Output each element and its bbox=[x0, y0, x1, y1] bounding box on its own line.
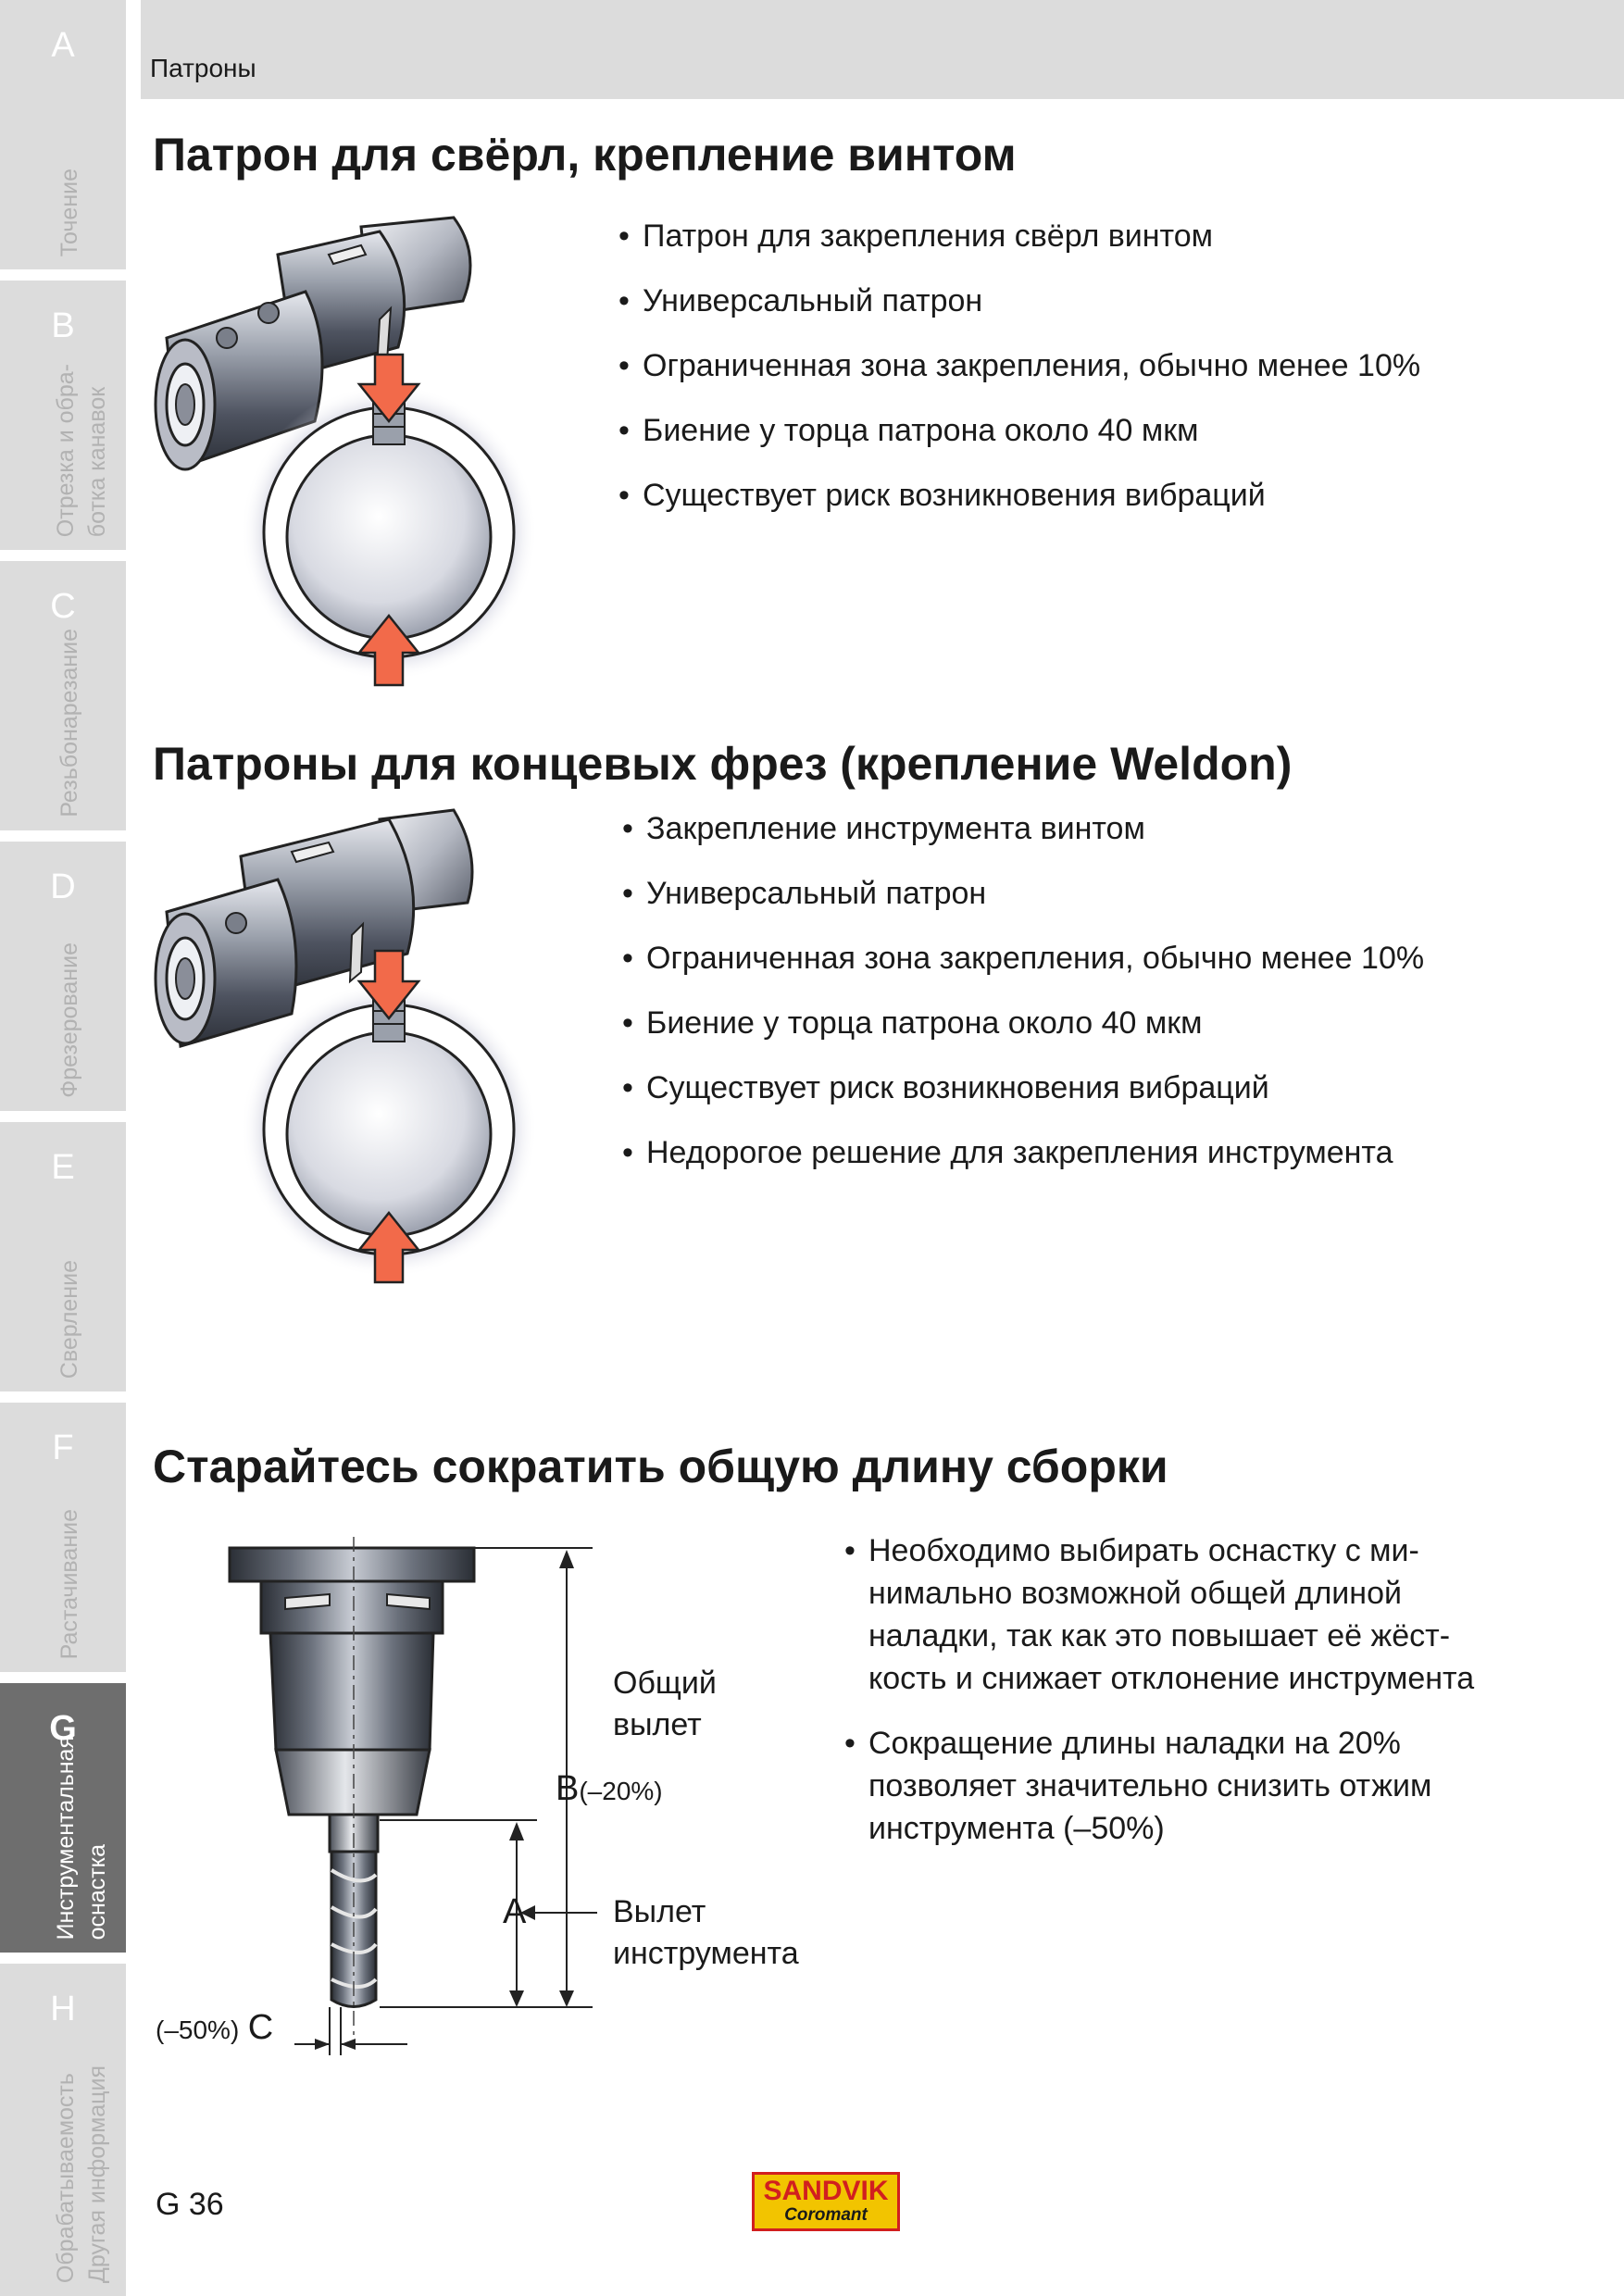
dimension-c-percent: (–50%) bbox=[156, 2015, 240, 2044]
tab-letter: G bbox=[49, 1709, 77, 1748]
bullet-item: • Патрон для закрепления свёрл винтом bbox=[618, 204, 1420, 268]
sidebar-tab-a[interactable] bbox=[0, 0, 126, 269]
logo-sub-text: Coromant bbox=[784, 2205, 868, 2225]
sidebar-tab-d[interactable] bbox=[0, 842, 126, 1111]
section-sidebar bbox=[0, 0, 126, 2296]
bullet-item: • Существует риск возникновения вибраций bbox=[622, 1055, 1424, 1120]
section-title-assembly-length: Старайтесь сократить общую длину сборки bbox=[153, 1441, 1168, 1492]
tab-label: Точение bbox=[56, 168, 82, 256]
sandvik-coromant-logo bbox=[752, 2172, 900, 2231]
tab-letter: C bbox=[50, 587, 76, 626]
bullet-item: • Универсальный патрон bbox=[618, 268, 1420, 333]
dimension-b-letter: B bbox=[556, 1769, 580, 1808]
dimension-c-label bbox=[156, 2007, 273, 2051]
tab-letter: A bbox=[51, 26, 75, 65]
bullet-item: • Закрепление инструмента винтом bbox=[622, 796, 1424, 861]
weldon-chuck-illustration bbox=[148, 801, 546, 1292]
sidebar-tab-g[interactable] bbox=[0, 1683, 126, 1953]
sidebar-tab-f[interactable] bbox=[0, 1403, 126, 1672]
tab-label: Сверление bbox=[56, 1259, 82, 1379]
tab-label: Растачивание bbox=[56, 1508, 82, 1659]
dimension-a-label: A bbox=[503, 1892, 527, 1931]
section-title-drill-chuck: Патрон для свёрл, крепление винтом bbox=[153, 129, 1017, 181]
tab-letter: D bbox=[50, 867, 76, 906]
bullet-item: • Биение у торца патрона около 40 мкм bbox=[622, 991, 1424, 1055]
tab-letter: B bbox=[51, 306, 75, 345]
header-band bbox=[141, 0, 1624, 99]
tab-label: Инструментальная оснастка bbox=[53, 1735, 110, 1940]
tab-label: Резьбонарезание bbox=[56, 629, 82, 817]
tab-label: Отрезка и обра- ботка канавок bbox=[53, 363, 110, 537]
sidebar-tab-h[interactable] bbox=[0, 1964, 126, 2296]
logo-main-text: SANDVIK bbox=[763, 2176, 889, 2206]
tab-letter: F bbox=[52, 1429, 74, 1467]
header-title: Патроны bbox=[150, 54, 256, 82]
bullet-item: • Необходимо выбирать оснастку с ми-нимально возможной общей длиной наладки, так как это повышает её жёст-кость и снижает отклонение инструмента bbox=[844, 1529, 1511, 1700]
bullet-item: • Ограниченная зона закрепления, обычно менее 10% bbox=[618, 333, 1420, 398]
tab-label: Фрезерование bbox=[56, 942, 82, 1098]
tab-letter: E bbox=[51, 1148, 75, 1187]
tool-overhang-label: Вылет инструмента bbox=[613, 1894, 799, 1971]
dimension-b-percent: (–20%) bbox=[579, 1777, 663, 1805]
sidebar-tab-e[interactable] bbox=[0, 1122, 126, 1391]
section-bullets-assembly-length bbox=[844, 1529, 1511, 1872]
sidebar-tab-c[interactable] bbox=[0, 561, 126, 830]
bullet-item: • Универсальный патрон bbox=[622, 861, 1424, 926]
bullet-item: • Ограниченная зона закрепления, обычно менее 10% bbox=[622, 926, 1424, 991]
tab-label: Обрабатываемость Другая информация bbox=[53, 2065, 110, 2283]
section-bullets-drill-chuck bbox=[618, 204, 1420, 528]
bullet-item: • Сокращение длины наладки на 20% позволяет значительно снизить отжим инструмента (–50%) bbox=[844, 1722, 1511, 1850]
dimension-b-label bbox=[556, 1768, 663, 1812]
page-number: G 36 bbox=[156, 2187, 224, 2222]
section-bullets-weldon-chuck bbox=[622, 796, 1424, 1185]
dimension-c-letter: C bbox=[247, 2008, 274, 2047]
overhang-label: Общий вылет bbox=[613, 1666, 717, 1742]
tab-letter: H bbox=[50, 1990, 76, 2028]
bullet-item: • Биение у торца патрона около 40 мкм bbox=[618, 398, 1420, 463]
bullet-item: • Существует риск возникновения вибраций bbox=[618, 463, 1420, 528]
drill-chuck-illustration bbox=[148, 199, 546, 690]
section-title-weldon-chuck: Патроны для концевых фрез (крепление Weldon) bbox=[153, 738, 1293, 790]
sidebar-tab-b[interactable] bbox=[0, 281, 126, 550]
bullet-item: • Недорогое решение для закрепления инструмента bbox=[622, 1120, 1424, 1185]
